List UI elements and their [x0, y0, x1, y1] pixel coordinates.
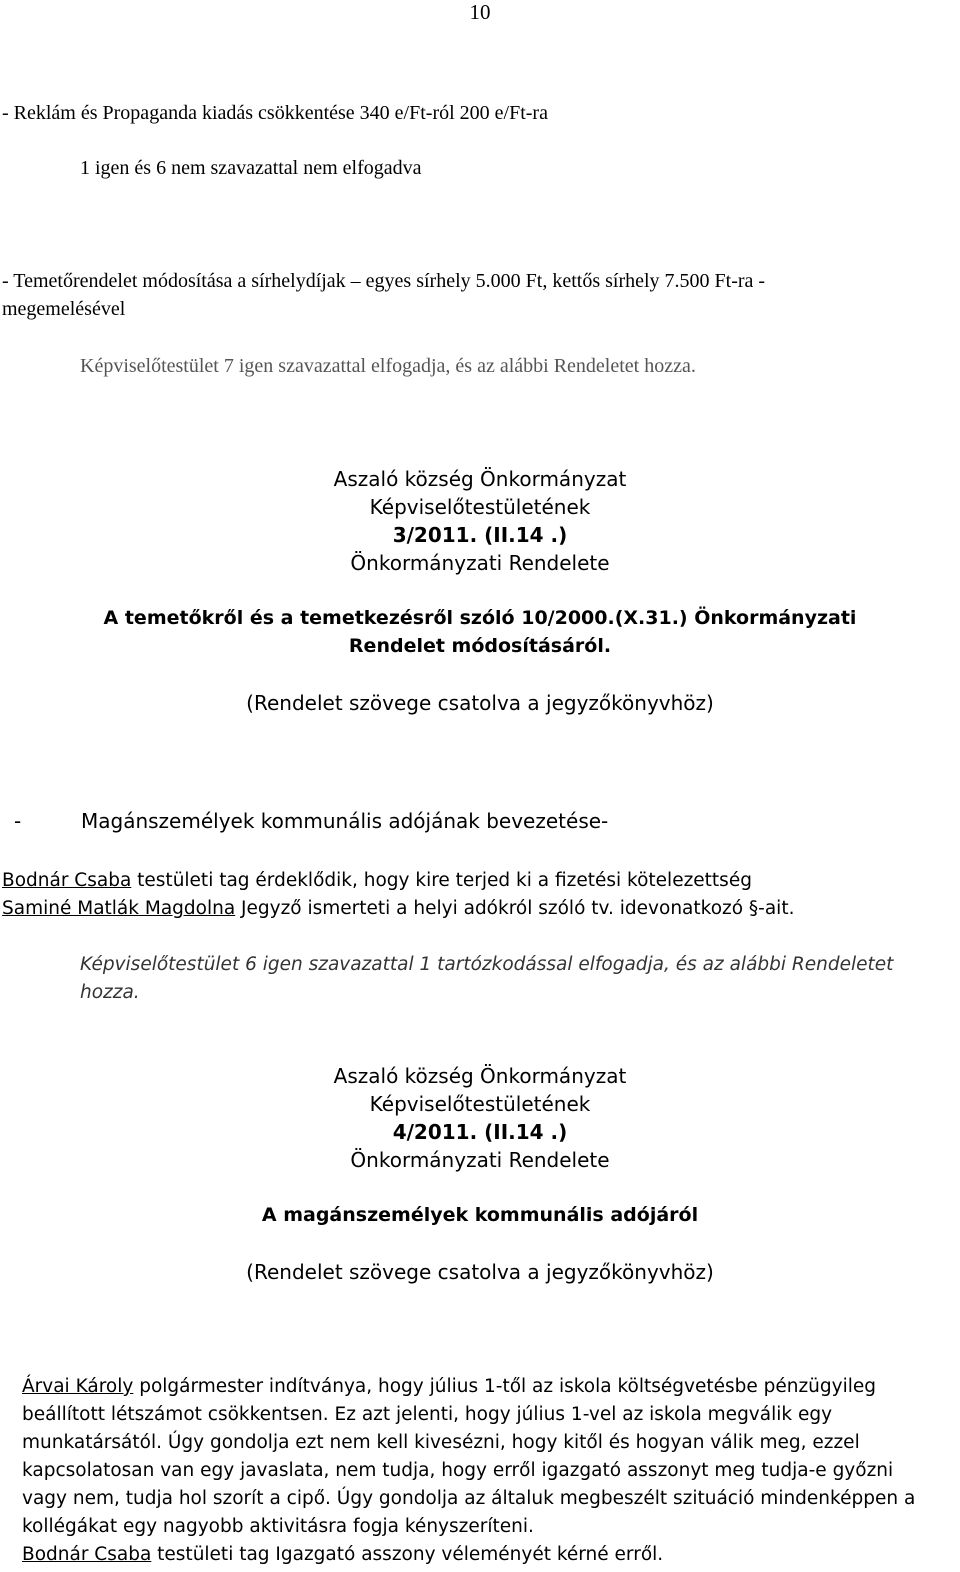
agenda-item-cemetery-cont: megemelésével [2, 298, 126, 320]
decree2-authority: Aszaló község Önkormányzat [333, 1064, 627, 1088]
speaker-text: polgármester indítványa, hogy július 1-től az iskola költségvetésbe pénzügyileg [133, 1376, 876, 1397]
decree2-body: Képviselőtestületének [369, 1092, 591, 1116]
decree2-number: 4/2011. (II.14 .) [392, 1120, 568, 1144]
decree2-note: (Rendelet szövege csatolva a jegyzőkönyvhöz) [246, 1260, 714, 1284]
paragraph-bodnar-last [22, 1544, 663, 1565]
decree2-title: A magánszemélyek kommunális adójáról [261, 1204, 699, 1226]
paragraph-line: kollégákat egy nagyobb aktivitásra fogja kényszeríteni. [22, 1516, 534, 1537]
decree1-title: A temetőkről és a temetkezésről szóló 10/2000.(X.31.) Önkormányzati [103, 607, 857, 629]
agenda-dash: - [14, 809, 22, 833]
paragraph-line: vagy nem, tudja hol szorít a cipő. Úgy gondolja az általuk megbeszélt szituáció mindenképpen a [22, 1488, 916, 1509]
council-decision: Képviselőtestület 7 igen szavazattal elfogadja, és az alábbi Rendeletet hozza. [80, 355, 696, 377]
council-decision-cont: hozza. [80, 982, 140, 1003]
speaker-name: Bodnár Csaba [22, 1544, 152, 1565]
agenda-item-advertising: - Reklám és Propaganda kiadás csökkentése 340 e/Ft-ról 200 e/Ft-ra [2, 102, 548, 124]
vote-result: 1 igen és 6 nem szavazattal nem elfogadva [80, 157, 422, 179]
council-decision: Képviselőtestület 6 igen szavazattal 1 tartózkodással elfogadja, és az alábbi Rendeletet [80, 954, 894, 975]
speaker-name: Árvai Károly [22, 1376, 134, 1397]
page-number: 10 [469, 0, 491, 24]
speaker-text: testületi tag Igazgató asszony véleményét kérné erről. [151, 1544, 664, 1565]
paragraph-mayor [22, 1376, 876, 1397]
paragraph-bodnar [2, 870, 752, 891]
decree1-title-cont: Rendelet módosításáról. [348, 635, 612, 657]
agenda-item-tax: Magánszemélyek kommunális adójának bevezetése- [81, 809, 609, 833]
paragraph-notary [2, 898, 794, 919]
speaker-name: Bodnár Csaba [2, 870, 132, 891]
decree1-body: Képviselőtestületének [369, 495, 591, 519]
paragraph-line: beállított létszámot csökkentsen. Ez azt jelenti, hogy július 1-vel az iskola megválik egy [22, 1404, 833, 1425]
speaker-text: Jegyző ismerteti a helyi adókról szóló tv. idevonatkozó §-ait. [235, 898, 795, 919]
speaker-text: testületi tag érdeklődik, hogy kire terjed ki a fizetési kötelezettség [131, 870, 752, 891]
agenda-item-cemetery: - Temetőrendelet módosítása a sírhelydíjak – egyes sírhely 5.000 Ft, kettős sírhely 7.500 Ft-ra - [2, 270, 766, 292]
decree1-note: (Rendelet szövege csatolva a jegyzőkönyvhöz) [246, 691, 714, 715]
decree1-type: Önkormányzati Rendelete [350, 551, 610, 575]
paragraph-line: kapcsolatosan van egy javaslata, nem tudja, hogy erről igazgató asszonyt meg tudja-e győzni [22, 1460, 894, 1481]
paragraph-line: munkatársától. Úgy gondolja ezt nem kell kivesézni, hogy kitől és hogyan válik meg, ezzel [22, 1432, 860, 1453]
decree1-number: 3/2011. (II.14 .) [392, 523, 568, 547]
decree1-authority: Aszaló község Önkormányzat [333, 467, 627, 491]
speaker-name: Saminé Matlák Magdolna [2, 898, 236, 919]
decree2-type: Önkormányzati Rendelete [350, 1148, 610, 1172]
